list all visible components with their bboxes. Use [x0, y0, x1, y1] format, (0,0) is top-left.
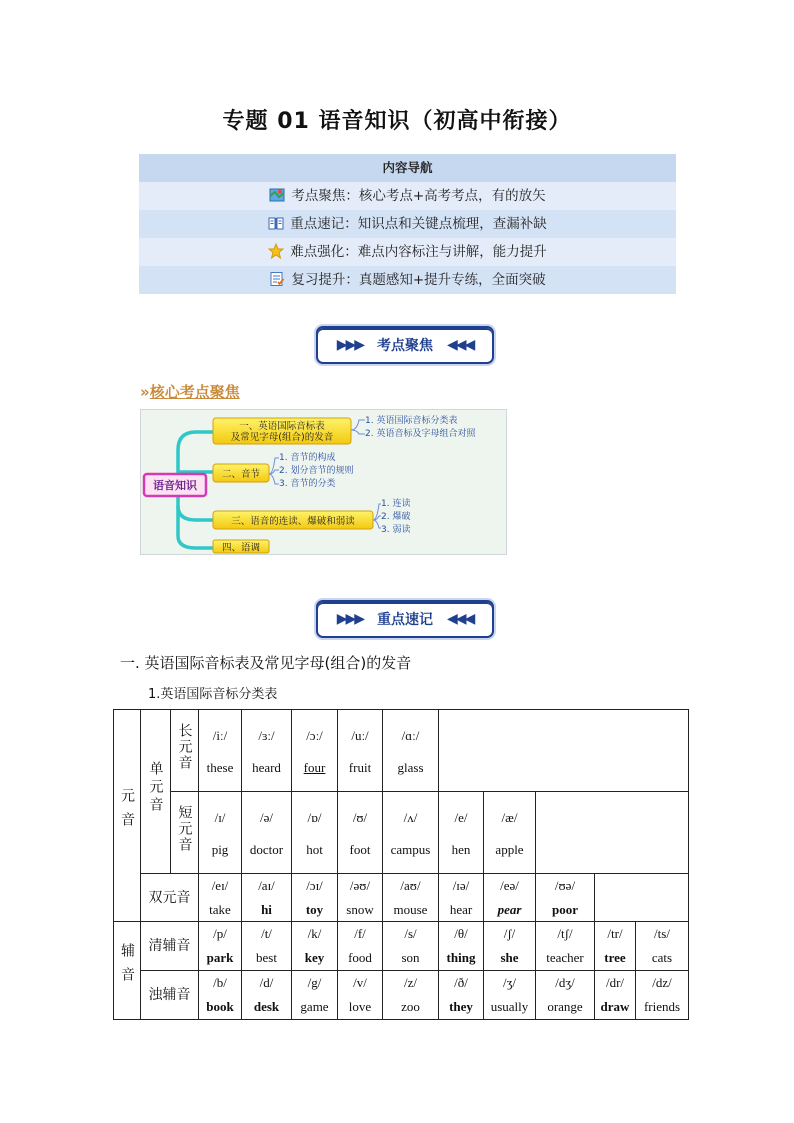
- core-points-heading: [140, 381, 240, 402]
- consonant-label: 辅音: [114, 922, 141, 1020]
- branch-1-line-2: 及常见字母(组合)的发音: [230, 432, 334, 443]
- mind-map-diagram: [141, 410, 506, 554]
- ipa-cell: /g/ game: [292, 971, 338, 1020]
- ipa-cell: /tr/ tree: [595, 922, 636, 971]
- branch-2-text: 二、音节: [221, 469, 261, 480]
- leaf-text: 1. 音节的构成: [279, 453, 336, 463]
- banner-label: 考点聚焦: [377, 338, 433, 354]
- voiceless-label: 清辅音: [141, 922, 199, 971]
- ipa-cell: /s/ son: [383, 922, 439, 971]
- voiced-label: 浊辅音: [141, 971, 199, 1020]
- ipa-cell: /ɒ/ hot: [292, 792, 338, 874]
- short-vowel-label: 短元音: [171, 792, 199, 874]
- ipa-cell: /dʒ/ orange: [536, 971, 595, 1020]
- section-heading: 一. 英语国际音标表及常见字母(组合)的发音: [120, 654, 412, 672]
- ipa-cell: /æ/ apple: [484, 792, 536, 874]
- ipa-cell: /aʊ/ mouse: [383, 874, 439, 922]
- ipa-cell: /dz/ friends: [636, 971, 689, 1020]
- ipa-cell: /ɔɪ/ toy: [292, 874, 338, 922]
- ipa-cell: /əʊ/ snow: [338, 874, 383, 922]
- checklist-icon: [269, 271, 285, 287]
- nav-item[interactable]: [139, 210, 676, 238]
- ipa-cell: /ɔː/ four: [292, 710, 338, 792]
- ipa-cell: /ʊə/ poor: [536, 874, 595, 922]
- empty-cell: [536, 792, 689, 874]
- diphthong-label: 双元音: [141, 874, 199, 922]
- nav-item-label: 难点强化：难点内容标注与讲解，能力提升: [290, 244, 547, 260]
- empty-cell: [595, 874, 689, 922]
- ipa-cell: /θ/ thing: [439, 922, 484, 971]
- ipa-cell: /ʊ/ foot: [338, 792, 383, 874]
- ipa-cell: /b/ book: [199, 971, 242, 1020]
- core-points-label: 核心考点聚焦: [149, 383, 240, 401]
- ipa-cell: /uː/ fruit: [338, 710, 383, 792]
- leaf-text: 1. 英语国际音标分类表: [365, 416, 458, 426]
- ipa-cell: /v/ love: [338, 971, 383, 1020]
- ipa-cell: /ʌ/ campus: [383, 792, 439, 874]
- leaf-text: 2. 英语音标及字母组合对照: [365, 429, 476, 439]
- page-title: 专题 01 语音知识（初高中衔接）: [222, 109, 572, 134]
- long-vowel-label: 长元音: [171, 710, 199, 792]
- section-banner-key-points: [316, 326, 494, 364]
- leaf-text: 1. 连读: [381, 499, 411, 509]
- sub-heading: 1.英语国际音标分类表: [148, 687, 278, 702]
- leaf-text: 3. 弱读: [381, 525, 411, 535]
- ipa-cell: /f/ food: [338, 922, 383, 971]
- banner-label: 重点速记: [377, 612, 433, 628]
- ipa-cell: /dr/ draw: [595, 971, 636, 1020]
- nav-item[interactable]: [139, 238, 676, 266]
- nav-item[interactable]: [139, 182, 676, 210]
- mind-map: [140, 409, 507, 555]
- ipa-cell: /k/ key: [292, 922, 338, 971]
- nav-item-label: 考点聚焦：核心考点+高考考点，有的放矢: [291, 188, 546, 204]
- branch-1-line-1: 一、英语国际音标表: [239, 421, 325, 432]
- map-icon: [269, 187, 285, 203]
- monophthong-label: 单元音: [141, 710, 171, 874]
- ipa-cell: /p/ park: [199, 922, 242, 971]
- ipa-cell: /ts/ cats: [636, 922, 689, 971]
- ipa-cell: /ə/ doctor: [242, 792, 292, 874]
- ipa-cell: /ɪ/ pig: [199, 792, 242, 874]
- ipa-cell: /aɪ/ hi: [242, 874, 292, 922]
- star-icon: [268, 243, 284, 259]
- root-text: 语音知识: [153, 479, 197, 492]
- right-arrows-icon: ▶▶▶: [336, 337, 363, 353]
- branch-4-text: 四、语调: [221, 542, 261, 554]
- branch-3-text: 三、语音的连读、爆破和弱读: [231, 516, 355, 527]
- nav-item[interactable]: [139, 266, 676, 294]
- ipa-cell: /tʃ/ teacher: [536, 922, 595, 971]
- left-arrows-icon: ◀◀◀: [447, 611, 474, 627]
- ipa-cell: /iː/ these: [199, 710, 242, 792]
- ipa-cell: /ɜː/ heard: [242, 710, 292, 792]
- right-arrows-icon: ▶▶▶: [336, 611, 363, 627]
- ipa-cell: /z/ zoo: [383, 971, 439, 1020]
- leaf-text: 2. 爆破: [381, 512, 411, 522]
- ipa-cell: /ð/ they: [439, 971, 484, 1020]
- ipa-cell: /t/ best: [242, 922, 292, 971]
- ipa-cell: /d/ desk: [242, 971, 292, 1020]
- left-arrows-icon: ◀◀◀: [447, 337, 474, 353]
- nav-heading: 内容导航: [139, 154, 676, 182]
- content-navigation: [139, 154, 676, 294]
- ipa-cell: /eə/ pear: [484, 874, 536, 922]
- ipa-classification-table: [113, 709, 689, 1020]
- leaf-text: 2. 划分音节的规则: [279, 466, 354, 476]
- ipa-cell: /eɪ/ take: [199, 874, 242, 922]
- double-chevron-icon: »: [140, 383, 150, 401]
- book-icon: [268, 215, 284, 231]
- ipa-cell: /e/ hen: [439, 792, 484, 874]
- ipa-cell: /ʃ/ she: [484, 922, 536, 971]
- ipa-cell: /ɑː/ glass: [383, 710, 439, 792]
- nav-item-label: 复习提升：真题感知+提升专练，全面突破: [291, 272, 546, 288]
- section-banner-quick-notes: [316, 600, 494, 638]
- leaf-text: 3. 音节的分类: [279, 479, 336, 489]
- ipa-cell: /ʒ/ usually: [484, 971, 536, 1020]
- empty-cell: [439, 710, 689, 792]
- nav-item-label: 重点速记：知识点和关键点梳理，查漏补缺: [290, 216, 547, 232]
- vowel-label: 元音: [114, 710, 141, 922]
- ipa-cell: /ɪə/ hear: [439, 874, 484, 922]
